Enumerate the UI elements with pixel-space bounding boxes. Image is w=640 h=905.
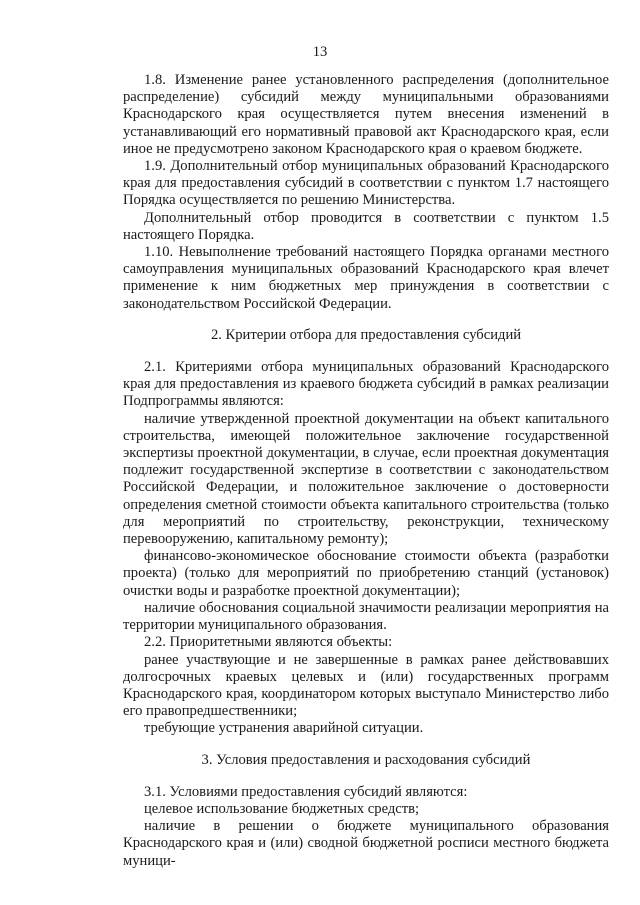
paragraph-2-2: 2.2. Приоритетными являются объекты:	[144, 634, 393, 651]
criterion-social-significance: наличие обоснования социальной значимости реализации мероприятия на территории муниципального образования.	[123, 599, 609, 634]
paragraph-1-8: 1.8. Изменение ранее установленного распределения (дополнительное распределение) субсидий между муниципальными образованиями Краснодарского края осуществляется путем внесения изменений в устанавливающий его нормативный правовой акт Краснодарского края, если иное не предусмотрено законом Краснодарского края о краевом бюджете.	[123, 72, 609, 157]
page-number: 13	[312, 44, 328, 60]
criterion-financial-justification: финансово-экономическое обоснование стоимости объекта (разработки проекта) (только для мероприятий по приобретению станций (установок) очистки воды и разработке проектной документации);	[123, 548, 609, 599]
priority-unfinished-objects: ранее участвующие и не завершенные в рамках ранее действовавших долгосрочных краевых целевых и (или) государственных программ Краснодарского края, координатором которых выступало Министерство либо его правопредшественники;	[123, 651, 609, 720]
paragraph-3-1: 3.1. Условиями предоставления субсидий являются:	[144, 783, 468, 800]
section-3-heading: 3. Условия предоставления и расходования субсидий	[201, 751, 531, 768]
paragraph-1-10: 1.10. Невыполнение требований настоящего Порядка органами местного самоуправления муниципальных образований Краснодарского края влечет применение к ним бюджетных мер принуждения в соответствии с законодательством Российской Федерации.	[123, 244, 609, 312]
document-body	[123, 72, 609, 870]
criterion-project-documentation: наличие утвержденной проектной документации на объект капитального строительства, имеющей положительное заключение государственной экспертизы проектной документации, в случае, если проектная документация подлежит государственной экспертизе в соответствии с законодательством Российской Федерации, и положительное заключение о достоверности определения сметной стоимости объекта капитального строительства (только для мероприятий по строительству, реконструкции, техническому перевооружению, капитальному ремонту);	[123, 410, 609, 548]
paragraph-additional-selection: Дополнительный отбор проводится в соответствии с пунктом 1.5 настоящего Порядка.	[123, 209, 609, 243]
condition-targeted-use: целевое использование бюджетных средств;	[144, 800, 420, 817]
paragraph-2-1: 2.1. Критериями отбора муниципальных образований Краснодарского края для предоставления из краевого бюджета субсидий в рамках реализации Подпрограммы являются:	[123, 359, 609, 410]
priority-emergency: требующие устранения аварийной ситуации.	[144, 720, 424, 737]
section-2-heading: 2. Критерии отбора для предоставления субсидий	[210, 326, 522, 343]
paragraph-1-9: 1.9. Дополнительный отбор муниципальных образований Краснодарского края для предоставления субсидий в соответствии с пунктом 1.7 настоящего Порядка осуществляется по решению Министерства.	[123, 158, 609, 209]
condition-budget-allocation: наличие в решении о бюджете муниципального образования Краснодарского края и (или) сводной бюджетной росписи местного бюджета муници-	[123, 818, 609, 869]
